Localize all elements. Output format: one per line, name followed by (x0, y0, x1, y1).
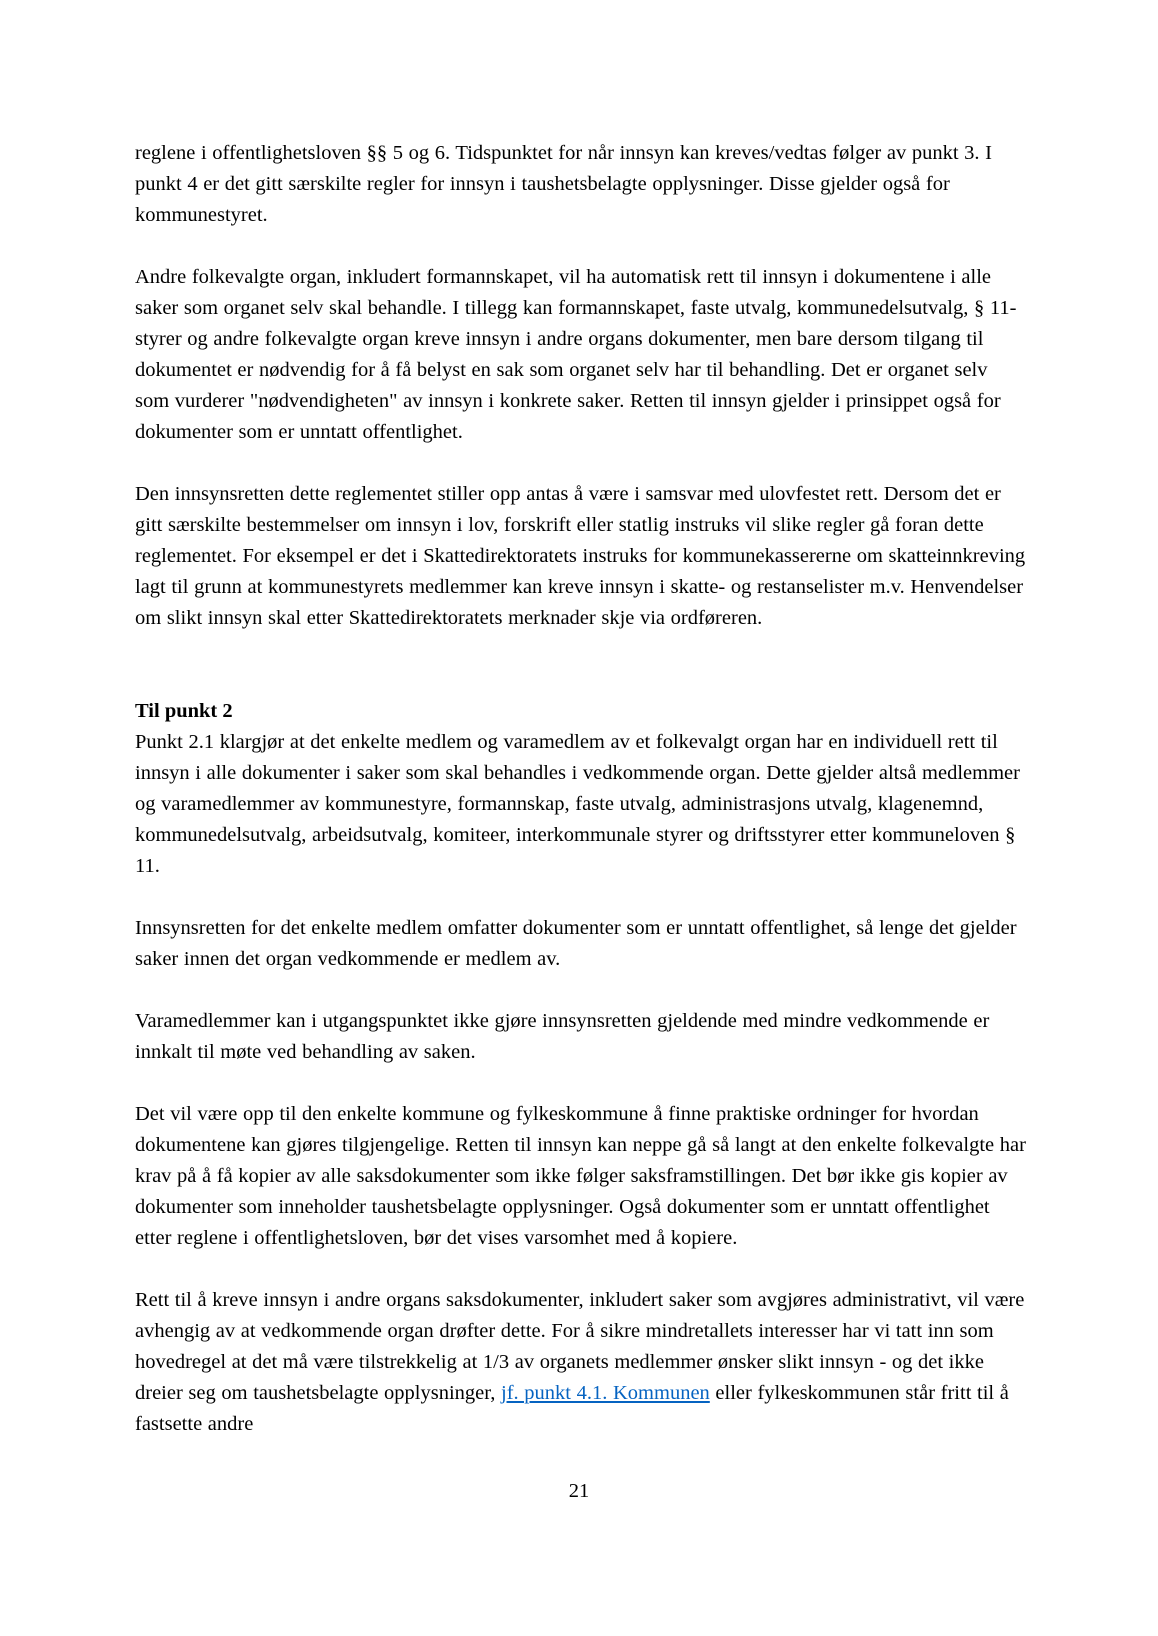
page-number: 21 (568, 1480, 590, 1502)
paragraph-2: Andre folkevalgte organ, inkludert formannskapet, vil ha automatisk rett til innsyn i dokumentene i alle saker som organet selv skal behandle. I tillegg kan formannskapet, faste utvalg, kommunedelsutvalg, § 11-styrer og andre folkevalgte organ kreve innsyn i andre organs dokumenter, men bare dersom tilgang til dokumentet er nødvendig for å få belyst en sak som organet selv har til behandling. Det er organet selv som vurderer "nødvendigheten" av innsyn i konkrete saker. Retten til innsyn gjelder i prinsippet også for dokumenter som er unntatt offentlighet. (135, 266, 1017, 443)
paragraph-7: Det vil være opp til den enkelte kommune og fylkeskommune å finne praktiske ordninger for hvordan dokumentene kan gjøres tilgjengelige. Retten til innsyn kan neppe gå så langt at den enkelte folkevalgte har krav på å få kopier av alle saksdokumenter som ikke følger saksframstillingen. Det bør ikke gis kopier av dokumenter som inneholder taushetsbelagte opplysninger. Også dokumenter som er unntatt offentlighet etter reglene i offentlighetsloven, bør det vises varsomhet med å kopiere. (135, 1103, 1026, 1249)
paragraph-1: reglene i offentlighetsloven §§ 5 og 6. Tidspunktet for når innsyn kan kreves/vedtas følger av punkt 3. I punkt 4 er det gitt særskilte regler for innsyn i taushetsbelagte opplysninger. Disse gjelder også for kommunestyret. (135, 142, 993, 226)
paragraph-6: Varamedlemmer kan i utgangspunktet ikke gjøre innsynsretten gjeldende med mindre vedkommende er innkalt til møte ved behandling av saken. (135, 1010, 990, 1063)
paragraph-4: Punkt 2.1 klargjør at det enkelte medlem og varamedlem av et folkevalgt organ har en individuell rett til innsyn i alle dokumenter i saker som skal behandles i vedkommende organ. Dette gjelder altså medlemmer og varamedlemmer av kommunestyre, formannskap, faste utvalg, administrasjons utvalg, klagenemnd, kommunedelsutvalg, arbeidsutvalg, komiteer, interkommunale styrer og driftsstyrer etter kommuneloven § 11. (135, 731, 1020, 877)
paragraph-8-text-before-link: Rett til å kreve innsyn i andre organs saksdokumenter, inkludert saker som avgjøres administrativt, vil være avhengig av at vedkommende organ drøfter dette. For å sikre mindretallets interesser har vi tatt inn som hovedregel at det må være tilstrekkelig at 1/3 av organets medlemmer ønsker slikt innsyn - og det ikke dreier seg om taushetsbelagte opplysninger, (135, 1289, 1025, 1404)
paragraph-5: Innsynsretten for det enkelte medlem omfatter dokumenter som er unntatt offentlighet, så lenge det gjelder saker innen det organ vedkommende er medlem av. (135, 917, 1017, 970)
paragraph-8-text-after-link: eller fylkeskommunen står fritt til å fastsette andre (135, 1382, 1009, 1435)
paragraph-3: Den innsynsretten dette reglementet stiller opp antas å være i samsvar med ulovfestet rett. Dersom det er gitt særskilte bestemmelser om innsyn i lov, forskrift eller statlig instruks vil slike regler gå foran dette reglementet. For eksempel er det i Skattedirektoratets instruks for kommunekassererne om skatteinnkreving lagt til grunn at kommunestyrets medlemmer kan kreve innsyn i skatte- og restanselister m.v. Henvendelser om slikt innsyn skal etter Skattedirektoratets merknader skje via ordføreren. (135, 483, 1026, 629)
section-heading-til-punkt-2: Til punkt 2 (135, 700, 233, 722)
paragraph-8 (135, 1285, 1027, 1440)
link-punkt-4-1-kommunen[interactable]: jf. punkt 4.1. Kommunen (501, 1382, 710, 1404)
page-content (135, 138, 1027, 1471)
